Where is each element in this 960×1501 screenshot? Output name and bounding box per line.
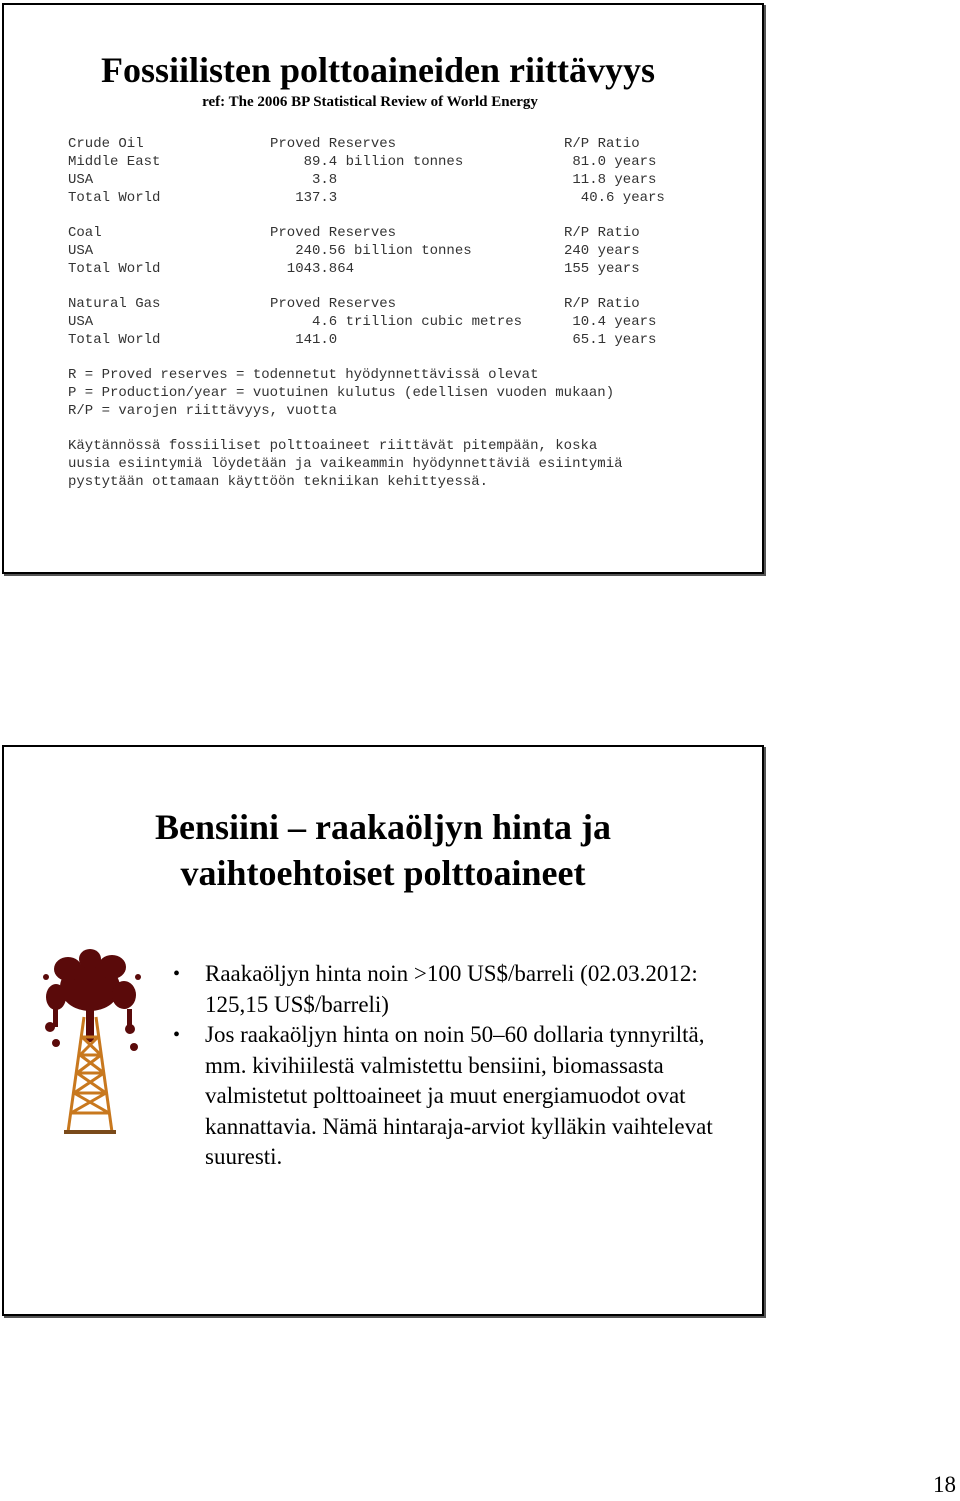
slide-reference: ref: The 2006 BP Statistical Review of World Energy [202, 94, 538, 110]
slide-gasoline-crude-oil-price [2, 745, 764, 1316]
list-item [169, 1020, 729, 1173]
note-line: uusia esiintymiä löydetään ja vaikeammin hyödynnettäviä esiintymiä [68, 456, 623, 472]
table-header-rp: R/P Ratio [564, 225, 640, 241]
slide-fossil-fuel-reserves [2, 3, 764, 574]
table-cell: 40.6 years [564, 190, 665, 206]
list-item [169, 959, 729, 1020]
definition-line: R/P = varojen riittävyys, vuotta [68, 403, 337, 419]
table-cell: 65.1 years [564, 332, 657, 348]
bullet-text: Raakaöljyn hinta noin >100 US$/barreli (02.03.2012: 125,15 US$/barreli) [205, 961, 698, 1017]
note-line: pystytään ottamaan käyttöön tekniikan kehittyessä. [68, 474, 489, 490]
bullet-text: Jos raakaöljyn hinta on noin 50–60 dollaria tynnyriltä, mm. kivihiilestä valmistettu bensiini, biomassasta valmistetut polttoaineet ja muut energiamuodot ovat kannattavia. Nämä hintaraja-arviot kylläkin vaihtelevat suuresti. [205, 1022, 713, 1169]
bullet-marker: • [173, 963, 181, 985]
definition-line: P = Production/year = vuotuinen kulutus (edellisen vuoden mukaan) [68, 385, 615, 401]
table-cell: 137.3 [270, 190, 338, 206]
table-cell: USA [68, 314, 94, 330]
table-cell: 155 years [564, 261, 640, 277]
table-cell: USA [68, 243, 94, 259]
slide-title: Fossiilisten polttoaineiden riittävyys [100, 50, 655, 90]
table-cell: Middle East [68, 154, 161, 170]
note-line: Käytännössä fossiiliset polttoaineet riittävät pitempään, koska [68, 438, 598, 454]
table-cell: 240.56 billion tonnes [270, 243, 472, 259]
table-cell: 1043.864 [270, 261, 355, 277]
bullet-marker: • [173, 1024, 181, 1046]
table-cell: 3.8 [270, 172, 338, 188]
slide-title-line: Bensiini – raakaöljyn hinta ja [154, 807, 612, 847]
table-cell: 240 years [564, 243, 640, 259]
definition-line: R = Proved reserves = todennetut hyödynnettävissä olevat [68, 367, 539, 383]
table-cell: Total World [68, 332, 161, 348]
table-cell: USA [68, 172, 94, 188]
table-header-category: Natural Gas [68, 296, 161, 312]
slide-title-line: vaihtoehtoiset polttoaineet [180, 853, 586, 893]
table-header-category: Crude Oil [68, 136, 144, 152]
table-cell: 141.0 [270, 332, 338, 348]
table-header-reserves: Proved Reserves [270, 225, 397, 241]
bullet-list [169, 959, 729, 1173]
slide-title [4, 804, 762, 896]
table-cell: 11.8 years [564, 172, 657, 188]
table-header-reserves: Proved Reserves [270, 136, 397, 152]
page-number: 18 [933, 1472, 956, 1497]
table-cell: Total World [68, 190, 161, 206]
table-header-rp: R/P Ratio [564, 296, 640, 312]
table-cell: 10.4 years [564, 314, 657, 330]
oil-derrick-gusher-icon [38, 947, 148, 1137]
table-cell: 4.6 trillion cubic metres [270, 314, 523, 330]
table-header-rp: R/P Ratio [564, 136, 640, 152]
table-cell: 89.4 billion tonnes [270, 154, 464, 170]
table-header-reserves: Proved Reserves [270, 296, 397, 312]
table-cell: 81.0 years [564, 154, 657, 170]
table-cell: Total World [68, 261, 161, 277]
table-header-category: Coal [68, 225, 102, 241]
